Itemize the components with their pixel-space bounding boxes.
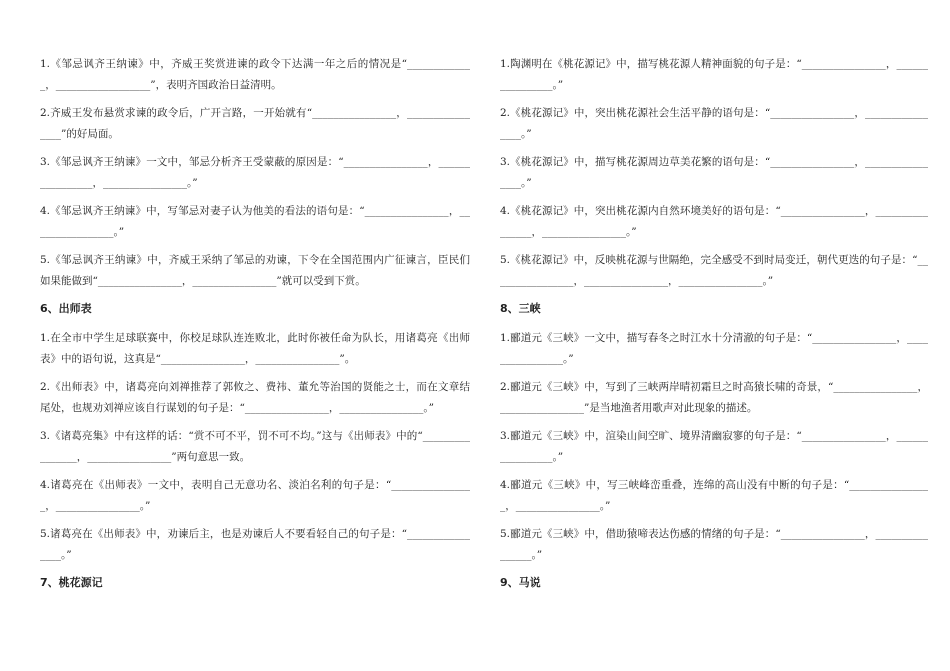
- question-item: 1.《邹忌讽齐王纳谏》中，齐威王奖赏进谏的政令下达满一年之后的情况是“_____________，__________________”，表明齐国政治日益清明。: [40, 58, 470, 91]
- question-item: 5.《邹忌讽齐王纳谏》中，齐威王采纳了邹忌的劝谏，下令在全国范围内广征谏言，臣民们如果能做到“________________，________________”就可以受到下赏。: [40, 254, 470, 287]
- question-item: 4.郦道元《三峡》中，写三峡峰峦重叠，连绵的高山没有中断的句子是：“________________，________________。”: [500, 479, 928, 512]
- section-heading-chushibiao: 6、出师表: [40, 302, 92, 315]
- left-column: [40, 54, 470, 602]
- question-item: 3.《邹忌讽齐王纳谏》一文中，邹忌分析齐王受蒙蔽的原因是：“________________，________________，________________。”: [40, 156, 470, 189]
- question-item: 3.《诸葛亮集》中有这样的话：“赏不可不平，罚不可不均。”这与《出师表》中的“________________，________________”两句意思一致。: [40, 430, 470, 463]
- question-item: 4.《桃花源记》中，突出桃花源内自然环境美好的语句是：“________________，________________，________________。”: [500, 205, 928, 238]
- question-item: 1.陶渊明在《桃花源记》中，描写桃花源人精神面貌的句子是：“________________，________________。”: [500, 58, 928, 91]
- question-item: 2.郦道元《三峡》中，写到了三峡两岸晴初霜旦之时高猿长啸的奇景，“________________，________________”是当地渔者用歌声对此现象的描述。: [500, 381, 928, 414]
- right-column: [500, 54, 928, 602]
- question-item: 4.诸葛亮在《出师表》一文中，表明自己无意功名、淡泊名利的句子是：“________________，________________。”: [40, 479, 470, 512]
- section-heading-sanxia: 8、三峡: [500, 302, 541, 315]
- question-item: 3.《桃花源记》中，描写桃花源周边草美花繁的语句是：“________________，________________。”: [500, 156, 928, 189]
- question-item: 5.郦道元《三峡》中，借助猿啼表达伤感的情绪的句子是：“________________，________________。”: [500, 528, 928, 561]
- question-item: 3.郦道元《三峡》中，渲染山间空旷、境界清幽寂寥的句子是：“________________，________________。”: [500, 430, 928, 463]
- question-item: 2.《桃花源记》中，突出桃花源社会生活平静的语句是：“________________，________________。”: [500, 107, 928, 140]
- question-item: 4.《邹忌讽齐王纳谏》中，写邹忌对妻子认为他美的看法的语句是：“________________，________________。”: [40, 205, 470, 238]
- question-item: 5.诸葛亮在《出师表》中，劝谏后主，也是劝谏后人不要看轻自己的句子是：“________________。”: [40, 528, 470, 561]
- section-heading-taohuayuanji: 7、桃花源记: [40, 576, 103, 589]
- section-heading-mashuo: 9、马说: [500, 576, 541, 589]
- question-item: 1.在全市中学生足球联赛中，你校足球队连连败北，此时你被任命为队长，用诸葛亮《出师表》中的语句说，这真是“________________，________________”。: [40, 332, 470, 365]
- question-item: 1.郦道元《三峡》一文中，描写春冬之时江水十分清澈的句子是：“________________，________________。”: [500, 332, 928, 365]
- question-item: 5.《桃花源记》中，反映桃花源与世隔绝，完全感受不到时局变迁，朝代更迭的句子是：“________________，________________，________________。”: [500, 254, 928, 287]
- question-item: 2.《出师表》中，诸葛亮向刘禅推荐了郭攸之、费祎、董允等治国的贤能之士，而在文章结尾处，也规劝刘禅应该自行谋划的句子是：“________________，________________。”: [40, 381, 470, 414]
- question-item: 2.齐威王发布悬赏求谏的政令后，广开言路，一开始就有“________________，________________”的好局面。: [40, 107, 470, 140]
